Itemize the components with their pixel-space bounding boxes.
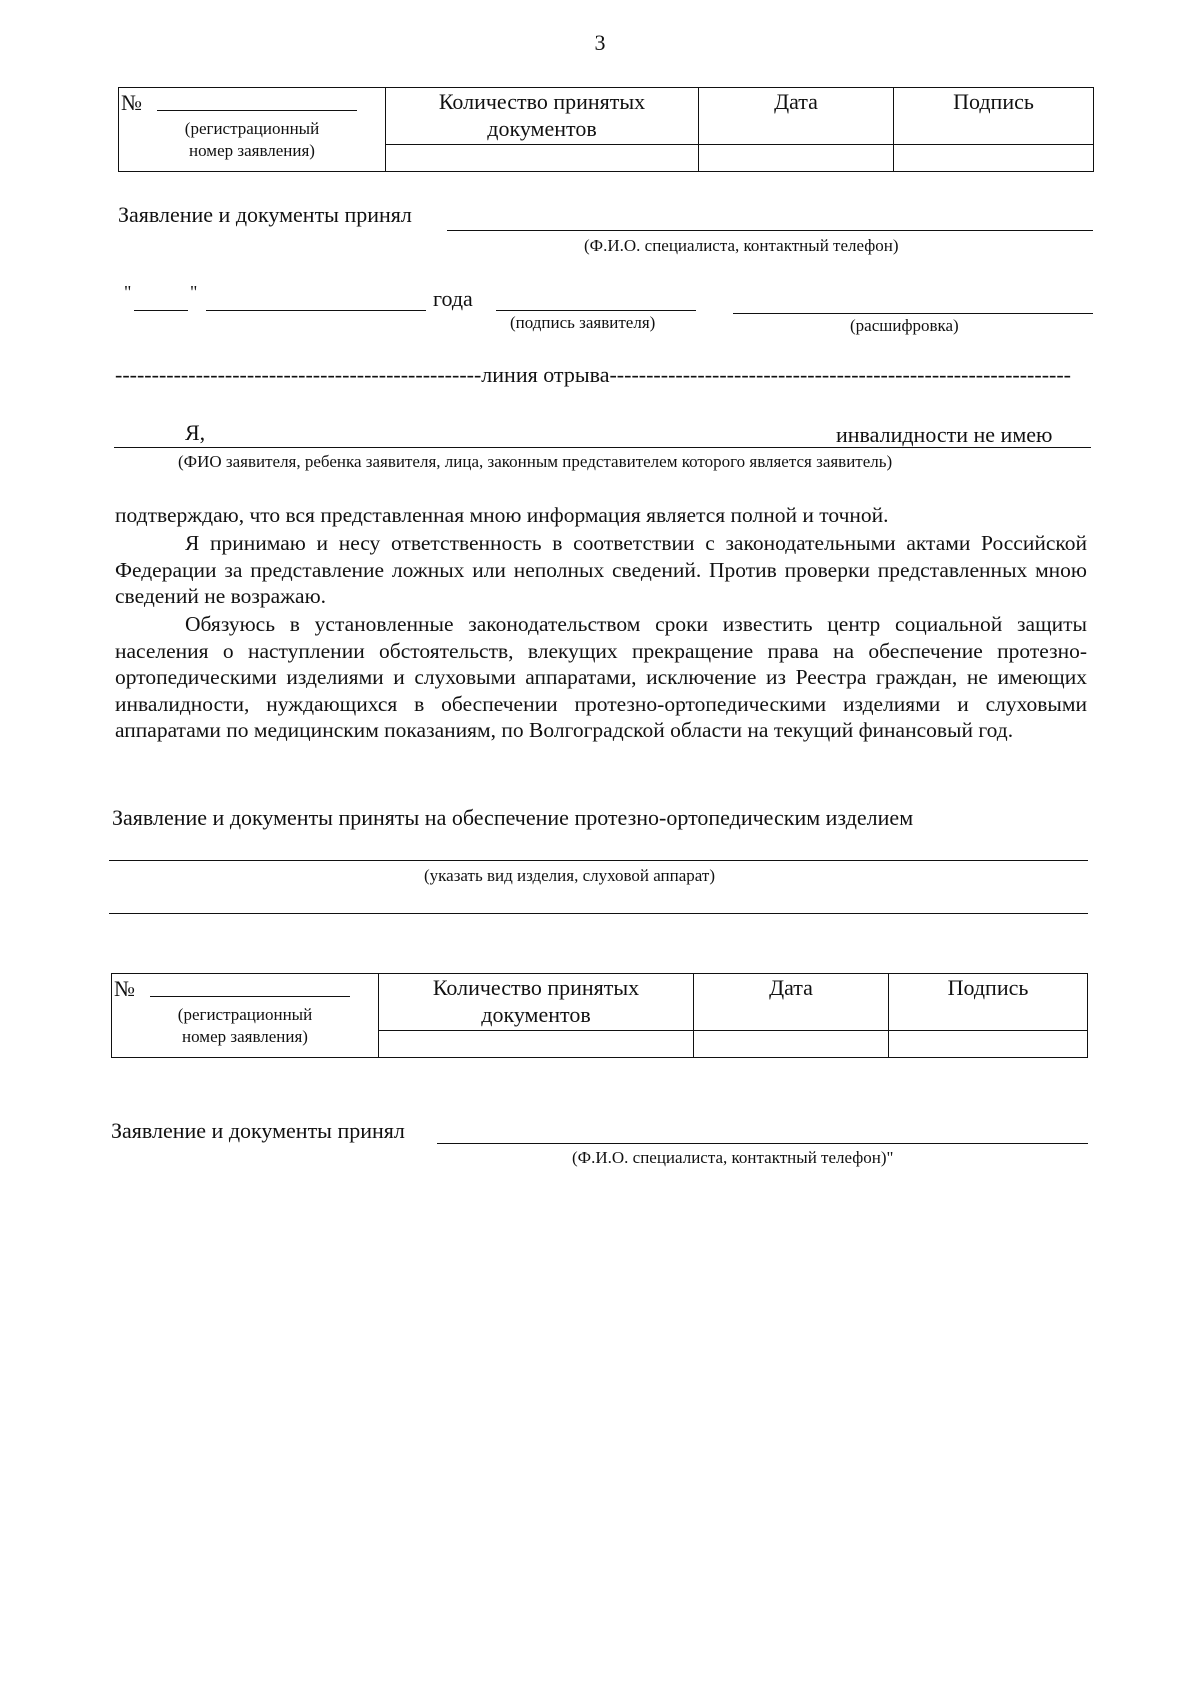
registration-table-top — [118, 87, 1094, 172]
registration-number-caption: (регистрационный номер заявления) — [184, 119, 320, 160]
registration-number-caption: (регистрационный номер заявления) — [177, 1005, 313, 1046]
documents-count-header: Количество принятых документов — [386, 88, 699, 145]
signature-header: Подпись — [894, 88, 1094, 145]
product-type-field[interactable] — [109, 860, 1088, 861]
day-field[interactable] — [134, 310, 188, 311]
date-header: Дата — [699, 88, 894, 145]
specialist-name-caption: (Ф.И.О. специалиста, контактный телефон) — [584, 236, 899, 255]
declaration-suffix: инвалидности не имею — [836, 422, 1053, 447]
applicant-signature-caption: (подпись заявителя) — [510, 313, 656, 332]
tear-line: --------------------------------------------------линия отрыва--------------------------------------------------------------- — [115, 362, 1072, 387]
registration-number-cell — [112, 974, 379, 1058]
specialist-name-caption-bottom: (Ф.И.О. специалиста, контактный телефон)" — [572, 1148, 894, 1167]
documents-count-field[interactable] — [379, 1031, 694, 1058]
number-sign: № — [121, 90, 142, 115]
applicant-name-caption: (ФИО заявителя, ребенка заявителя, лица, законным представителем которого является заявитель) — [178, 452, 893, 471]
registration-table-bottom — [111, 973, 1088, 1058]
number-sign: № — [114, 976, 135, 1001]
specialist-name-field[interactable] — [447, 230, 1093, 231]
date-field[interactable] — [699, 145, 894, 172]
documents-count-field[interactable] — [386, 145, 699, 172]
applicant-signature-field[interactable] — [496, 310, 696, 311]
received-by-label-bottom: Заявление и документы принял — [111, 1118, 405, 1143]
registration-number-field[interactable] — [157, 110, 357, 111]
signature-header: Подпись — [889, 974, 1088, 1031]
date-quote-close: " — [190, 282, 198, 302]
product-type-caption: (указать вид изделия, слуховой аппарат) — [424, 866, 715, 885]
signature-decode-field[interactable] — [733, 313, 1093, 314]
date-quote-open: " — [124, 282, 132, 302]
date-header: Дата — [694, 974, 889, 1031]
product-type-field-extra[interactable] — [109, 913, 1088, 914]
page-number: 3 — [594, 30, 606, 55]
month-field[interactable] — [206, 310, 426, 311]
signature-field[interactable] — [894, 145, 1094, 172]
registration-number-cell — [119, 88, 386, 172]
date-field[interactable] — [694, 1031, 889, 1058]
paragraph-obligation: Обязуюсь в установленные законодательством сроки известить центр социальной защиты населения о наступлении обстоятельств, влекущих прекращение права на обеспечение протезно-ортопедическими изделиями и слуховыми аппаратами, исключение из Реестра граждан, не имеющих инвалидности, нуждающихся в обеспечении протезно-ортопедическими изделиями и слуховыми аппаратами по медицинским показаниям, по Волгоградской области на текущий финансовый год. — [115, 612, 1087, 743]
year-word: года — [433, 286, 473, 311]
registration-number-field[interactable] — [150, 996, 350, 997]
declaration-prefix: Я, — [185, 420, 206, 445]
specialist-name-field-bottom[interactable] — [437, 1143, 1088, 1144]
signature-decode-caption: (расшифровка) — [850, 316, 959, 335]
signature-field[interactable] — [889, 1031, 1088, 1058]
received-by-label: Заявление и документы принял — [118, 202, 412, 227]
documents-count-header: Количество принятых документов — [379, 974, 694, 1031]
paragraph-responsibility: Я принимаю и несу ответственность в соответствии с законодательными актами Российской Федерации за представление ложных или неполных сведений. Против проверки представленных мною сведений не возражаю. — [115, 531, 1087, 609]
product-statement: Заявление и документы приняты на обеспечение протезно-ортопедическим изделием — [112, 805, 914, 830]
paragraph-confirmation: подтверждаю, что вся представленная мною информация является полной и точной. — [115, 503, 889, 527]
